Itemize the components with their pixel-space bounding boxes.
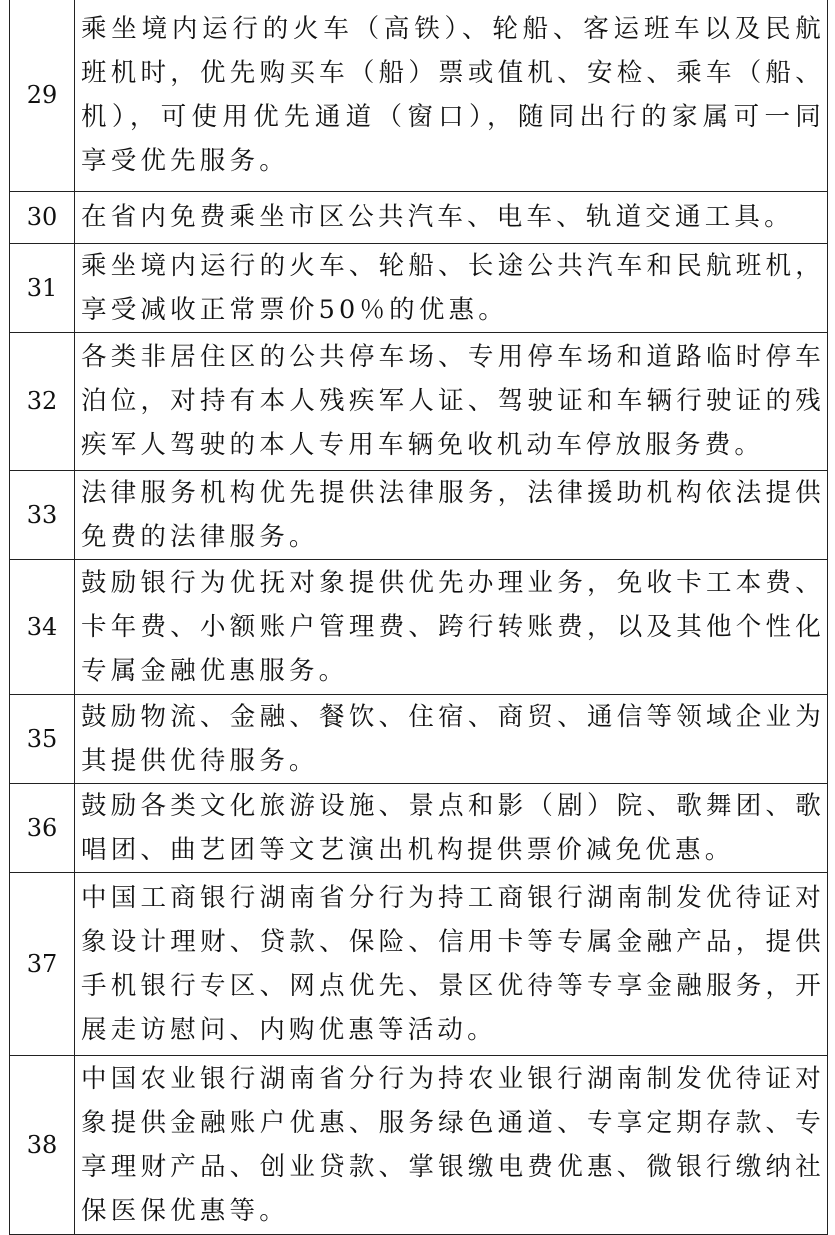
row-text: 中国工商银行湖南省分行为持工商银行湖南制发优待证对象设计理财、贷款、保险、信用卡等专属金融产品，提供手机银行专区、网点优先、景区优待等专享金融服务，开展走访慰问、内购优惠等活动。 [75, 872, 828, 1055]
table-row [10, 1055, 828, 1234]
row-number: 37 [10, 872, 75, 1055]
row-number: 36 [10, 783, 75, 872]
row-number: 31 [10, 243, 75, 332]
table-row [10, 243, 828, 332]
row-number: 38 [10, 1055, 75, 1234]
row-text: 鼓励银行为优抚对象提供优先办理业务，免收卡工本费、卡年费、小额账户管理费、跨行转账费，以及其他个性化专属金融优惠服务。 [75, 559, 828, 694]
row-number: 35 [10, 694, 75, 783]
table-row [10, 783, 828, 872]
table-row [10, 470, 828, 559]
row-text: 鼓励物流、金融、餐饮、住宿、商贸、通信等领域企业为其提供优待服务。 [75, 694, 828, 783]
row-text: 中国农业银行湖南省分行为持农业银行湖南制发优待证对象提供金融账户优惠、服务绿色通道、专享定期存款、专享理财产品、创业贷款、掌银缴电费优惠、微银行缴纳社保医保优惠等。 [75, 1055, 828, 1234]
table-row [10, 191, 828, 243]
table-row [10, 559, 828, 694]
table-row [10, 332, 828, 470]
row-number: 30 [10, 191, 75, 243]
row-text: 鼓励各类文化旅游设施、景点和影（剧）院、歌舞团、歌唱团、曲艺团等文艺演出机构提供票价减免优惠。 [75, 783, 828, 872]
row-number: 32 [10, 332, 75, 470]
row-text: 法律服务机构优先提供法律服务，法律援助机构依法提供免费的法律服务。 [75, 470, 828, 559]
table-row [10, 694, 828, 783]
table-row [10, 0, 828, 191]
row-number: 29 [10, 0, 75, 191]
table-row [10, 872, 828, 1055]
row-text: 在省内免费乘坐市区公共汽车、电车、轨道交通工具。 [75, 191, 828, 243]
row-text: 各类非居住区的公共停车场、专用停车场和道路临时停车泊位，对持有本人残疾军人证、驾驶证和车辆行驶证的残疾军人驾驶的本人专用车辆免收机动车停放服务费。 [75, 332, 828, 470]
row-number: 33 [10, 470, 75, 559]
row-text: 乘坐境内运行的火车（高铁）、轮船、客运班车以及民航班机时，优先购买车（船）票或值机、安检、乘车（船、机），可使用优先通道（窗口），随同出行的家属可一同享受优先服务。 [75, 0, 828, 191]
benefits-table [9, 0, 828, 1235]
row-text: 乘坐境内运行的火车、轮船、长途公共汽车和民航班机，享受减收正常票价50％的优惠。 [75, 243, 828, 332]
row-number: 34 [10, 559, 75, 694]
